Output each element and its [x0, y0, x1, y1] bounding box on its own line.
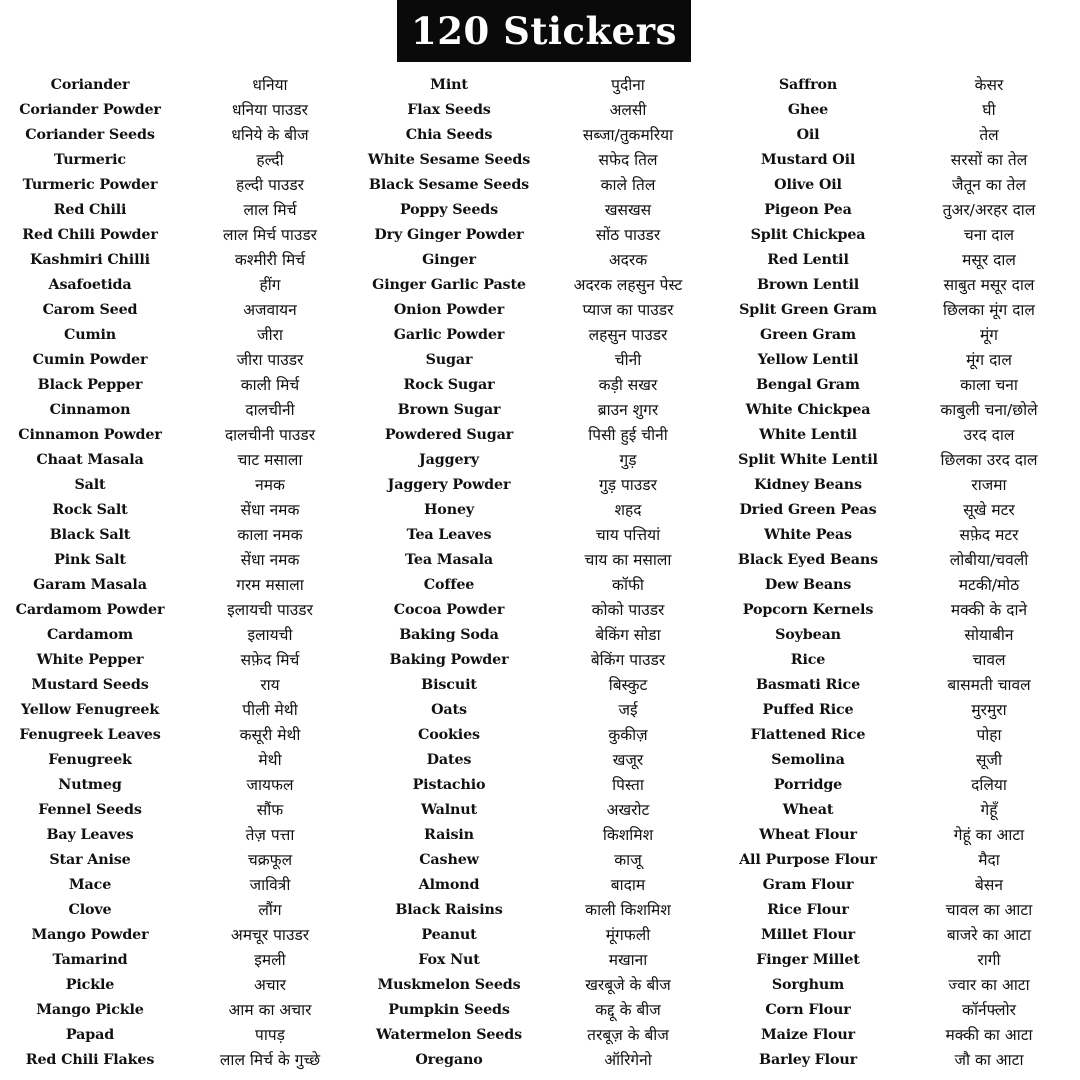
- sticker-label-english: White Lentil: [759, 427, 857, 443]
- sticker-label-hindi: कॉफी: [612, 576, 644, 594]
- sticker-label-hindi: सूखे मटर: [963, 501, 1015, 519]
- sticker-label-english: Wheat Flour: [759, 827, 857, 843]
- sticker-label-english: Split White Lentil: [738, 452, 878, 468]
- sticker-label-hindi: पिस्ता: [612, 776, 644, 794]
- sticker-label-english: Onion Powder: [393, 302, 505, 318]
- sticker-label-hindi: दलिया: [971, 776, 1007, 794]
- sticker-label-english: Dried Green Peas: [739, 502, 877, 518]
- sticker-label-hindi: सब्जा/तुकमरिया: [582, 126, 674, 144]
- sticker-label-hindi: बाजरे का आटा: [946, 926, 1032, 944]
- sticker-label-english: Star Anise: [49, 852, 131, 868]
- sticker-label-hindi: साबुत मसूर दाल: [943, 276, 1035, 294]
- sticker-label-hindi: तुअर/अरहर दाल: [942, 201, 1036, 219]
- sticker-label-english: Bengal Gram: [756, 377, 860, 393]
- sticker-label-hindi: मूंग: [980, 326, 998, 344]
- sticker-label-english: Black Raisins: [395, 902, 503, 918]
- sticker-label-english: Sorghum: [771, 977, 845, 993]
- sticker-label-english: Mango Powder: [31, 927, 149, 943]
- sticker-label-english: Garam Masala: [33, 577, 147, 593]
- sticker-label-english: Baking Soda: [399, 627, 499, 643]
- sticker-label-hindi: धनिये के बीज: [231, 126, 309, 144]
- sticker-label-hindi: सफेद तिल: [598, 151, 658, 169]
- sticker-label-english: Yellow Fenugreek: [20, 702, 160, 718]
- sticker-label-english: White Peas: [764, 527, 852, 543]
- sticker-label-english: Popcorn Kernels: [742, 602, 874, 618]
- sticker-label-hindi: कड़ी सखर: [598, 376, 658, 394]
- sticker-label-english: Tea Leaves: [406, 527, 492, 543]
- sticker-label-hindi: जैतून का तेल: [951, 176, 1027, 194]
- sticker-label-english: Dry Ginger Powder: [374, 227, 524, 243]
- sticker-label-hindi: कोको पाउडर: [591, 601, 665, 619]
- sticker-label-english: Coriander Powder: [19, 102, 161, 118]
- sticker-label-hindi: मेथी: [258, 751, 282, 769]
- sticker-label-hindi: धनिया: [252, 76, 288, 94]
- sticker-label-hindi: आम का अचार: [228, 1001, 312, 1019]
- sticker-label-hindi: कसूरी मेथी: [239, 726, 301, 744]
- sticker-label-english: Dew Beans: [764, 577, 852, 593]
- sticker-label-english: Clove: [68, 902, 112, 918]
- sticker-label-hindi: गरम मसाला: [236, 576, 304, 594]
- sticker-label-english: Pink Salt: [54, 552, 126, 568]
- sticker-label-english: Tamarind: [52, 952, 128, 968]
- sticker-label-english: Pumpkin Seeds: [388, 1002, 510, 1018]
- sticker-label-english: White Pepper: [36, 652, 144, 668]
- sticker-label-hindi: हल्दी: [256, 151, 284, 169]
- sticker-label-hindi: चावल का आटा: [945, 901, 1033, 919]
- sticker-label-english: Turmeric: [54, 152, 126, 168]
- sticker-label-hindi: मसूर दाल: [962, 251, 1016, 269]
- sticker-label-hindi: अजवायन: [243, 301, 297, 319]
- sticker-label-hindi: लाल मिर्च के गुच्छे: [219, 1051, 321, 1069]
- sticker-label-hindi: सूजी: [976, 751, 1002, 769]
- sticker-label-hindi: मैदा: [978, 851, 1000, 869]
- sticker-label-english: Brown Lentil: [756, 277, 860, 293]
- sticker-label-english: Garlic Powder: [393, 327, 505, 343]
- sticker-label-english: Black Sesame Seeds: [368, 177, 530, 193]
- sticker-label-hindi: नमक: [255, 476, 285, 494]
- sticker-label-english: Jaggery: [419, 452, 479, 468]
- sticker-label-hindi: अलसी: [609, 101, 647, 119]
- sticker-label-hindi: मटकी/मोठ: [958, 576, 1020, 594]
- sticker-label-english: Puffed Rice: [762, 702, 854, 718]
- sticker-label-hindi: मुरमुरा: [971, 701, 1007, 719]
- sticker-label-english: Kashmiri Chilli: [30, 252, 150, 268]
- sticker-label-hindi: सेंधा नमक: [240, 551, 300, 569]
- sticker-label-hindi: जौ का आटा: [954, 1051, 1024, 1069]
- sticker-label-english: Porridge: [773, 777, 843, 793]
- sticker-label-hindi: चावल: [972, 651, 1006, 669]
- sticker-label-english: Cinnamon: [49, 402, 131, 418]
- sticker-label-english: Almond: [418, 877, 480, 893]
- sticker-label-english: Pistachio: [412, 777, 486, 793]
- sticker-label-hindi: तेज़ पत्ता: [245, 826, 295, 844]
- sticker-label-english: Barley Flour: [759, 1052, 857, 1068]
- sticker-label-hindi: सफ़ेद मटर: [959, 526, 1019, 544]
- sticker-label-english: Black Pepper: [37, 377, 143, 393]
- sticker-label-hindi: लौंग: [258, 901, 282, 919]
- sticker-label-hindi: जीरा पाउडर: [236, 351, 304, 369]
- sticker-label-english: Fenugreek Leaves: [19, 727, 161, 743]
- sticker-label-english: Oregano: [415, 1052, 483, 1068]
- sticker-label-english: Soybean: [775, 627, 841, 643]
- sticker-label-english: Flattened Rice: [750, 727, 866, 743]
- sticker-label-hindi: लहसुन पाउडर: [588, 326, 668, 344]
- sticker-label-english: Nutmeg: [58, 777, 122, 793]
- sticker-label-english: Poppy Seeds: [399, 202, 499, 218]
- sticker-label-hindi: रागी: [977, 951, 1001, 969]
- column-english-3: [718, 73, 898, 1073]
- sticker-label-english: Pigeon Pea: [764, 202, 852, 218]
- sticker-label-english: Carom Seed: [42, 302, 138, 318]
- sticker-label-hindi: घी: [982, 101, 996, 119]
- sticker-label-english: Biscuit: [421, 677, 477, 693]
- sticker-label-hindi: केसर: [974, 76, 1004, 94]
- column-english-1: [0, 73, 180, 1073]
- sticker-label-english: Chaat Masala: [36, 452, 144, 468]
- sticker-label-english: Baking Powder: [389, 652, 509, 668]
- sticker-label-english: Black Eyed Beans: [737, 552, 879, 568]
- sticker-label-english: Rice Flour: [767, 902, 849, 918]
- sticker-label-hindi: सौंफ: [256, 801, 284, 819]
- sticker-label-english: Ginger Garlic Paste: [372, 277, 526, 293]
- sticker-label-hindi: पुदीना: [611, 76, 645, 94]
- sticker-label-hindi: मखाना: [608, 951, 648, 969]
- sticker-label-english: Bay Leaves: [46, 827, 134, 843]
- sticker-label-english: Kidney Beans: [754, 477, 862, 493]
- sticker-label-hindi: सोयाबीन: [964, 626, 1014, 644]
- sticker-label-english: Flax Seeds: [407, 102, 491, 118]
- sticker-label-english: Fenugreek: [48, 752, 132, 768]
- sticker-label-hindi: ब्राउन शुगर: [597, 401, 659, 419]
- sticker-label-hindi: सफ़ेद मिर्च: [240, 651, 300, 669]
- sticker-label-hindi: चाय का मसाला: [584, 551, 672, 569]
- sticker-label-english: Saffron: [778, 77, 838, 93]
- sticker-label-english: Mace: [68, 877, 112, 893]
- sticker-label-hindi: शहद: [614, 501, 642, 519]
- sticker-label-hindi: गेहूँ: [980, 801, 998, 819]
- sticker-label-hindi: दालचीनी पाउडर: [224, 426, 316, 444]
- sticker-label-hindi: कॉर्नफ्लोर: [962, 1001, 1016, 1019]
- sticker-label-english: Mustard Oil: [760, 152, 856, 168]
- sticker-label-english: Muskmelon Seeds: [377, 977, 521, 993]
- sticker-label-hindi: धनिया पाउडर: [231, 101, 309, 119]
- sticker-label-hindi: खसखस: [604, 201, 652, 219]
- sticker-label-english: Cumin Powder: [32, 352, 148, 368]
- sticker-label-hindi: पापड़: [255, 1026, 285, 1044]
- sticker-label-hindi: बेकिंग पाउडर: [590, 651, 666, 669]
- sticker-label-hindi: अदरक लहसुन पेस्ट: [573, 276, 683, 294]
- sticker-label-english: Ginger: [422, 252, 476, 268]
- sticker-label-hindi: काले तिल: [600, 176, 656, 194]
- sticker-label-english: Red Chili: [53, 202, 127, 218]
- sticker-label-english: Jaggery Powder: [387, 477, 511, 493]
- sticker-label-english: Fennel Seeds: [38, 802, 142, 818]
- sticker-label-hindi: मक्की का आटा: [945, 1026, 1033, 1044]
- sticker-label-english: Dates: [426, 752, 472, 768]
- sticker-label-english: Pickle: [65, 977, 115, 993]
- sticker-label-english: Mustard Seeds: [31, 677, 149, 693]
- sticker-label-english: All Purpose Flour: [739, 852, 877, 868]
- sticker-label-hindi: चाट मसाला: [237, 451, 303, 469]
- sticker-label-english: Cumin: [64, 327, 116, 343]
- sticker-label-english: White Chickpea: [745, 402, 871, 418]
- sticker-label-english: Walnut: [420, 802, 477, 818]
- sticker-label-hindi: इमली: [254, 951, 286, 969]
- sticker-label-english: Tea Masala: [405, 552, 493, 568]
- sticker-label-hindi: जई: [618, 701, 638, 719]
- sticker-label-english: Finger Millet: [756, 952, 860, 968]
- sticker-label-hindi: काली मिर्च: [240, 376, 300, 394]
- sticker-label-english: Turmeric Powder: [22, 177, 158, 193]
- sticker-label-english: Coriander Seeds: [25, 127, 155, 143]
- sticker-label-hindi: उरद दाल: [963, 426, 1015, 444]
- sticker-label-english: Oil: [796, 127, 820, 143]
- sticker-label-english: Coffee: [423, 577, 475, 593]
- column-english-2: [360, 73, 538, 1073]
- sticker-label-hindi: पिसी हुई चीनी: [588, 426, 668, 444]
- sticker-label-hindi: प्याज का पाउडर: [582, 301, 674, 319]
- sticker-label-hindi: गेहूं का आटा: [953, 826, 1025, 844]
- sticker-label-hindi: जावित्री: [249, 876, 291, 894]
- sticker-label-hindi: दालचीनी: [245, 401, 295, 419]
- sticker-label-hindi: ज्वार का आटा: [948, 976, 1030, 994]
- sticker-label-english: Papad: [65, 1027, 115, 1043]
- sticker-label-english: Salt: [74, 477, 106, 493]
- sticker-label-english: Rock Salt: [52, 502, 128, 518]
- sticker-label-hindi: इलायची पाउडर: [227, 601, 313, 619]
- sticker-label-english: Rock Sugar: [403, 377, 495, 393]
- sticker-label-hindi: हल्दी पाउडर: [235, 176, 305, 194]
- sticker-label-hindi: पोहा: [976, 726, 1002, 744]
- sticker-label-hindi: लाल मिर्च: [243, 201, 297, 219]
- sticker-label-english: Raisin: [424, 827, 474, 843]
- sticker-label-hindi: खजूर: [612, 751, 644, 769]
- sticker-label-english: Oats: [431, 702, 467, 718]
- sticker-label-hindi: बादाम: [610, 876, 646, 894]
- sticker-label-hindi: हींग: [259, 276, 281, 294]
- sticker-label-english: Corn Flour: [765, 1002, 851, 1018]
- sticker-label-hindi: काला नमक: [237, 526, 303, 544]
- sticker-label-english: Peanut: [421, 927, 477, 943]
- sticker-label-hindi: बासमती चावल: [947, 676, 1031, 694]
- sticker-label-hindi: अदरक: [608, 251, 648, 269]
- sticker-label-hindi: जायफल: [246, 776, 294, 794]
- sticker-label-hindi: सेंधा नमक: [240, 501, 300, 519]
- sticker-label-hindi: छिलका मूंग दाल: [943, 301, 1035, 319]
- sticker-label-english: Brown Sugar: [397, 402, 501, 418]
- sticker-label-hindi: चना दाल: [963, 226, 1015, 244]
- sticker-label-hindi: ऑरिगेनो: [604, 1051, 652, 1069]
- sticker-label-hindi: काला चना: [960, 376, 1018, 394]
- sticker-label-hindi: कुकीज़: [608, 726, 648, 744]
- sticker-label-english: Powdered Sugar: [384, 427, 514, 443]
- sticker-label-hindi: जीरा: [257, 326, 283, 344]
- sticker-label-hindi: सरसों का तेल: [950, 151, 1028, 169]
- sticker-label-hindi: चक्रफूल: [247, 851, 293, 869]
- sticker-label-hindi: पीली मेथी: [242, 701, 298, 719]
- sticker-label-hindi: चाय पत्तियां: [595, 526, 661, 544]
- sticker-label-english: Mango Pickle: [36, 1002, 144, 1018]
- sticker-label-english: Rice: [790, 652, 826, 668]
- sticker-label-english: Wheat: [782, 802, 834, 818]
- sticker-label-english: Chia Seeds: [405, 127, 493, 143]
- sticker-label-hindi: राय: [260, 676, 280, 694]
- sticker-label-hindi: इलायची: [247, 626, 293, 644]
- sticker-label-hindi: राजमा: [971, 476, 1007, 494]
- sticker-label-english: Cookies: [418, 727, 480, 743]
- sticker-label-hindi: काली किशमिश: [585, 901, 671, 919]
- sticker-label-hindi: बेसन: [975, 876, 1003, 894]
- column-hindi-1: [180, 73, 360, 1073]
- sticker-label-english: Split Green Gram: [739, 302, 877, 318]
- column-hindi-3: [898, 73, 1080, 1073]
- sticker-label-hindi: बेकिंग सोडा: [595, 626, 661, 644]
- sticker-label-hindi: गुड़: [619, 451, 637, 469]
- sticker-label-hindi: काबुली चना/छोले: [940, 401, 1038, 419]
- sticker-label-english: Honey: [423, 502, 475, 518]
- sticker-label-english: Millet Flour: [760, 927, 856, 943]
- sticker-label-hindi: लाल मिर्च पाउडर: [223, 226, 317, 244]
- page-title: 120 Stickers: [397, 0, 691, 62]
- sticker-label-hindi: किशमिश: [602, 826, 654, 844]
- sticker-label-hindi: कद्दू के बीज: [595, 1001, 661, 1019]
- sticker-label-english: Sugar: [425, 352, 473, 368]
- sticker-label-english: Gram Flour: [762, 877, 854, 893]
- sticker-label-hindi: काजू: [614, 851, 642, 869]
- sticker-label-hindi: लोबीया/चवली: [949, 551, 1029, 569]
- sticker-label-english: Red Chili Powder: [22, 227, 158, 243]
- sticker-label-hindi: तरबूज़ के बीज: [587, 1026, 669, 1044]
- sticker-label-english: Fox Nut: [418, 952, 480, 968]
- column-hindi-2: [538, 73, 718, 1073]
- sticker-label-english: Watermelon Seeds: [375, 1027, 523, 1043]
- sticker-label-hindi: तेल: [979, 126, 999, 144]
- sticker-label-hindi: मूंगफली: [605, 926, 651, 944]
- sticker-label-hindi: अचार: [253, 976, 287, 994]
- sticker-label-english: Black Salt: [49, 527, 131, 543]
- sticker-label-english: Cocoa Powder: [393, 602, 505, 618]
- sticker-label-hindi: खरबूजे के बीज: [585, 976, 671, 994]
- sticker-label-english: Basmati Rice: [755, 677, 861, 693]
- sticker-label-english: Red Chili Flakes: [25, 1052, 155, 1068]
- sticker-label-english: Ghee: [787, 102, 829, 118]
- sticker-label-english: Mint: [430, 77, 468, 93]
- sticker-label-english: Asafoetida: [48, 277, 132, 293]
- sticker-label-english: Coriander: [50, 77, 130, 93]
- sticker-label-hindi: कश्मीरी मिर्च: [234, 251, 306, 269]
- sticker-label-english: Split Chickpea: [750, 227, 866, 243]
- sticker-label-english: Cardamom: [46, 627, 134, 643]
- sticker-label-hindi: गुड़ पाउडर: [599, 476, 657, 494]
- sticker-label-english: Semolina: [771, 752, 845, 768]
- sticker-label-english: Maize Flour: [760, 1027, 856, 1043]
- sticker-label-hindi: मक्की के दाने: [950, 601, 1028, 619]
- sticker-label-hindi: चीनी: [614, 351, 642, 369]
- sticker-label-english: Cashew: [419, 852, 479, 868]
- sticker-label-hindi: सोंठ पाउडर: [595, 226, 661, 244]
- sticker-label-hindi: अखरोट: [606, 801, 650, 819]
- sticker-label-hindi: मूंग दाल: [966, 351, 1012, 369]
- sticker-label-english: Green Gram: [760, 327, 856, 343]
- sticker-label-english: Yellow Lentil: [757, 352, 859, 368]
- sticker-label-english: White Sesame Seeds: [367, 152, 531, 168]
- sticker-label-hindi: छिलका उरद दाल: [940, 451, 1038, 469]
- sticker-label-hindi: बिस्कुट: [608, 676, 648, 694]
- sticker-label-english: Cardamom Powder: [15, 602, 165, 618]
- sticker-label-hindi: अमचूर पाउडर: [230, 926, 310, 944]
- sticker-label-english: Cinnamon Powder: [18, 427, 162, 443]
- sticker-label-english: Red Lentil: [767, 252, 849, 268]
- sticker-label-english: Olive Oil: [774, 177, 842, 193]
